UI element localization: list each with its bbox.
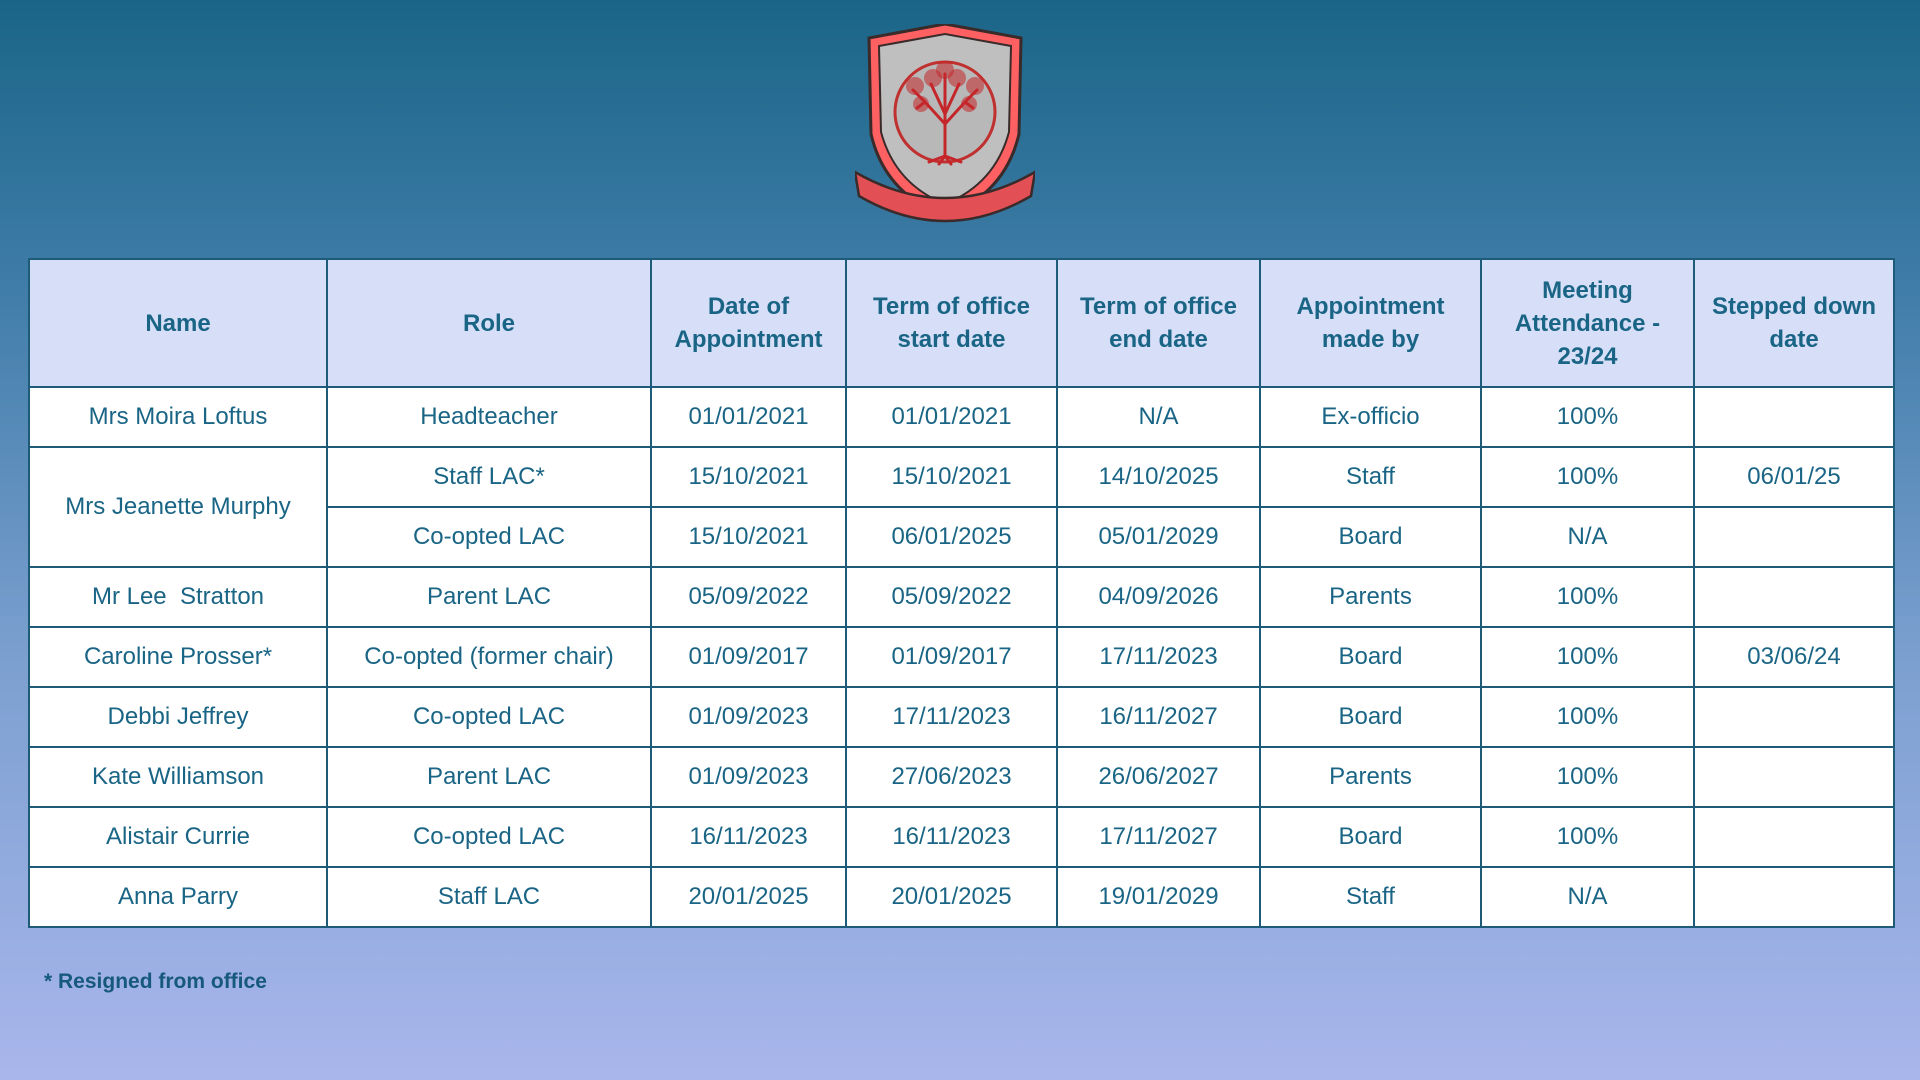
cell-name: Caroline Prosser* [29,627,327,687]
cell-term-start: 01/09/2017 [846,627,1057,687]
cell-role: Co-opted LAC [327,687,651,747]
cell-term-end: 05/01/2029 [1057,507,1260,567]
cell-name: Mr Lee Stratton [29,567,327,627]
cell-meeting-attendance: 100% [1481,447,1694,507]
table-row [29,687,1894,747]
cell-stepped-down-date [1694,867,1894,927]
cell-term-start: 01/01/2021 [846,387,1057,447]
cell-term-end: 17/11/2023 [1057,627,1260,687]
cell-appointment-made-by: Board [1260,627,1481,687]
cell-stepped-down-date [1694,747,1894,807]
cell-role: Co-opted LAC [327,507,651,567]
cell-date-of-appointment: 05/09/2022 [651,567,846,627]
cell-appointment-made-by: Board [1260,507,1481,567]
cell-date-of-appointment: 15/10/2021 [651,447,846,507]
table-row [29,867,1894,927]
cell-meeting-attendance: 100% [1481,747,1694,807]
cell-date-of-appointment: 01/09/2023 [651,687,846,747]
column-header-role: Role [327,259,651,387]
cell-meeting-attendance: 100% [1481,807,1694,867]
cell-role: Parent LAC [327,747,651,807]
cell-role: Parent LAC [327,567,651,627]
column-header-name: Name [29,259,327,387]
column-header-meeting-attendance: Meeting Attendance - 23/24 [1481,259,1694,387]
cell-term-start: 05/09/2022 [846,567,1057,627]
cell-term-start: 20/01/2025 [846,867,1057,927]
governors-table-container [28,258,1893,928]
cell-term-end: 14/10/2025 [1057,447,1260,507]
cell-name: Mrs Jeanette Murphy [29,447,327,567]
cell-meeting-attendance: 100% [1481,687,1694,747]
cell-name: Mrs Moira Loftus [29,387,327,447]
cell-appointment-made-by: Board [1260,807,1481,867]
cell-date-of-appointment: 01/09/2017 [651,627,846,687]
cell-name: Anna Parry [29,867,327,927]
cell-role: Co-opted LAC [327,807,651,867]
cell-appointment-made-by: Staff [1260,867,1481,927]
cell-stepped-down-date [1694,387,1894,447]
column-header-term-start: Term of office start date [846,259,1057,387]
cell-stepped-down-date [1694,507,1894,567]
cell-role: Staff LAC* [327,447,651,507]
cell-term-start: 15/10/2021 [846,447,1057,507]
cell-term-start: 16/11/2023 [846,807,1057,867]
cell-stepped-down-date [1694,687,1894,747]
column-header-date-of-appointment: Date of Appointment [651,259,846,387]
cell-appointment-made-by: Ex-officio [1260,387,1481,447]
cell-term-end: 19/01/2029 [1057,867,1260,927]
table-row [29,447,1894,507]
cell-stepped-down-date: 03/06/24 [1694,627,1894,687]
cell-term-start: 17/11/2023 [846,687,1057,747]
cell-date-of-appointment: 01/01/2021 [651,387,846,447]
cell-role: Staff LAC [327,867,651,927]
cell-date-of-appointment: 01/09/2023 [651,747,846,807]
table-row [29,567,1894,627]
cell-role: Headteacher [327,387,651,447]
cell-name: Debbi Jeffrey [29,687,327,747]
cell-appointment-made-by: Parents [1260,747,1481,807]
cell-term-start: 27/06/2023 [846,747,1057,807]
cell-meeting-attendance: 100% [1481,567,1694,627]
cell-date-of-appointment: 20/01/2025 [651,867,846,927]
column-header-stepped-down-date: Stepped down date [1694,259,1894,387]
cell-appointment-made-by: Parents [1260,567,1481,627]
cell-appointment-made-by: Board [1260,687,1481,747]
cell-stepped-down-date [1694,807,1894,867]
footnote-resigned: * Resigned from office [44,970,267,993]
school-crest-logo [855,24,1035,230]
cell-date-of-appointment: 16/11/2023 [651,807,846,867]
table-row [29,627,1894,687]
cell-date-of-appointment: 15/10/2021 [651,507,846,567]
cell-meeting-attendance: 100% [1481,387,1694,447]
table-row [29,807,1894,867]
cell-term-end: 26/06/2027 [1057,747,1260,807]
cell-meeting-attendance: 100% [1481,627,1694,687]
cell-meeting-attendance: N/A [1481,867,1694,927]
cell-term-end: 16/11/2027 [1057,687,1260,747]
cell-meeting-attendance: N/A [1481,507,1694,567]
cell-name: Kate Williamson [29,747,327,807]
table-header-row [29,259,1894,387]
table-row [29,387,1894,447]
cell-term-start: 06/01/2025 [846,507,1057,567]
cell-name: Alistair Currie [29,807,327,867]
governors-table [28,258,1895,928]
cell-term-end: N/A [1057,387,1260,447]
table-row [29,747,1894,807]
cell-stepped-down-date [1694,567,1894,627]
cell-term-end: 17/11/2027 [1057,807,1260,867]
cell-stepped-down-date: 06/01/25 [1694,447,1894,507]
column-header-term-end: Term of office end date [1057,259,1260,387]
column-header-appointment-made-by: Appointment made by [1260,259,1481,387]
cell-term-end: 04/09/2026 [1057,567,1260,627]
cell-role: Co-opted (former chair) [327,627,651,687]
cell-appointment-made-by: Staff [1260,447,1481,507]
